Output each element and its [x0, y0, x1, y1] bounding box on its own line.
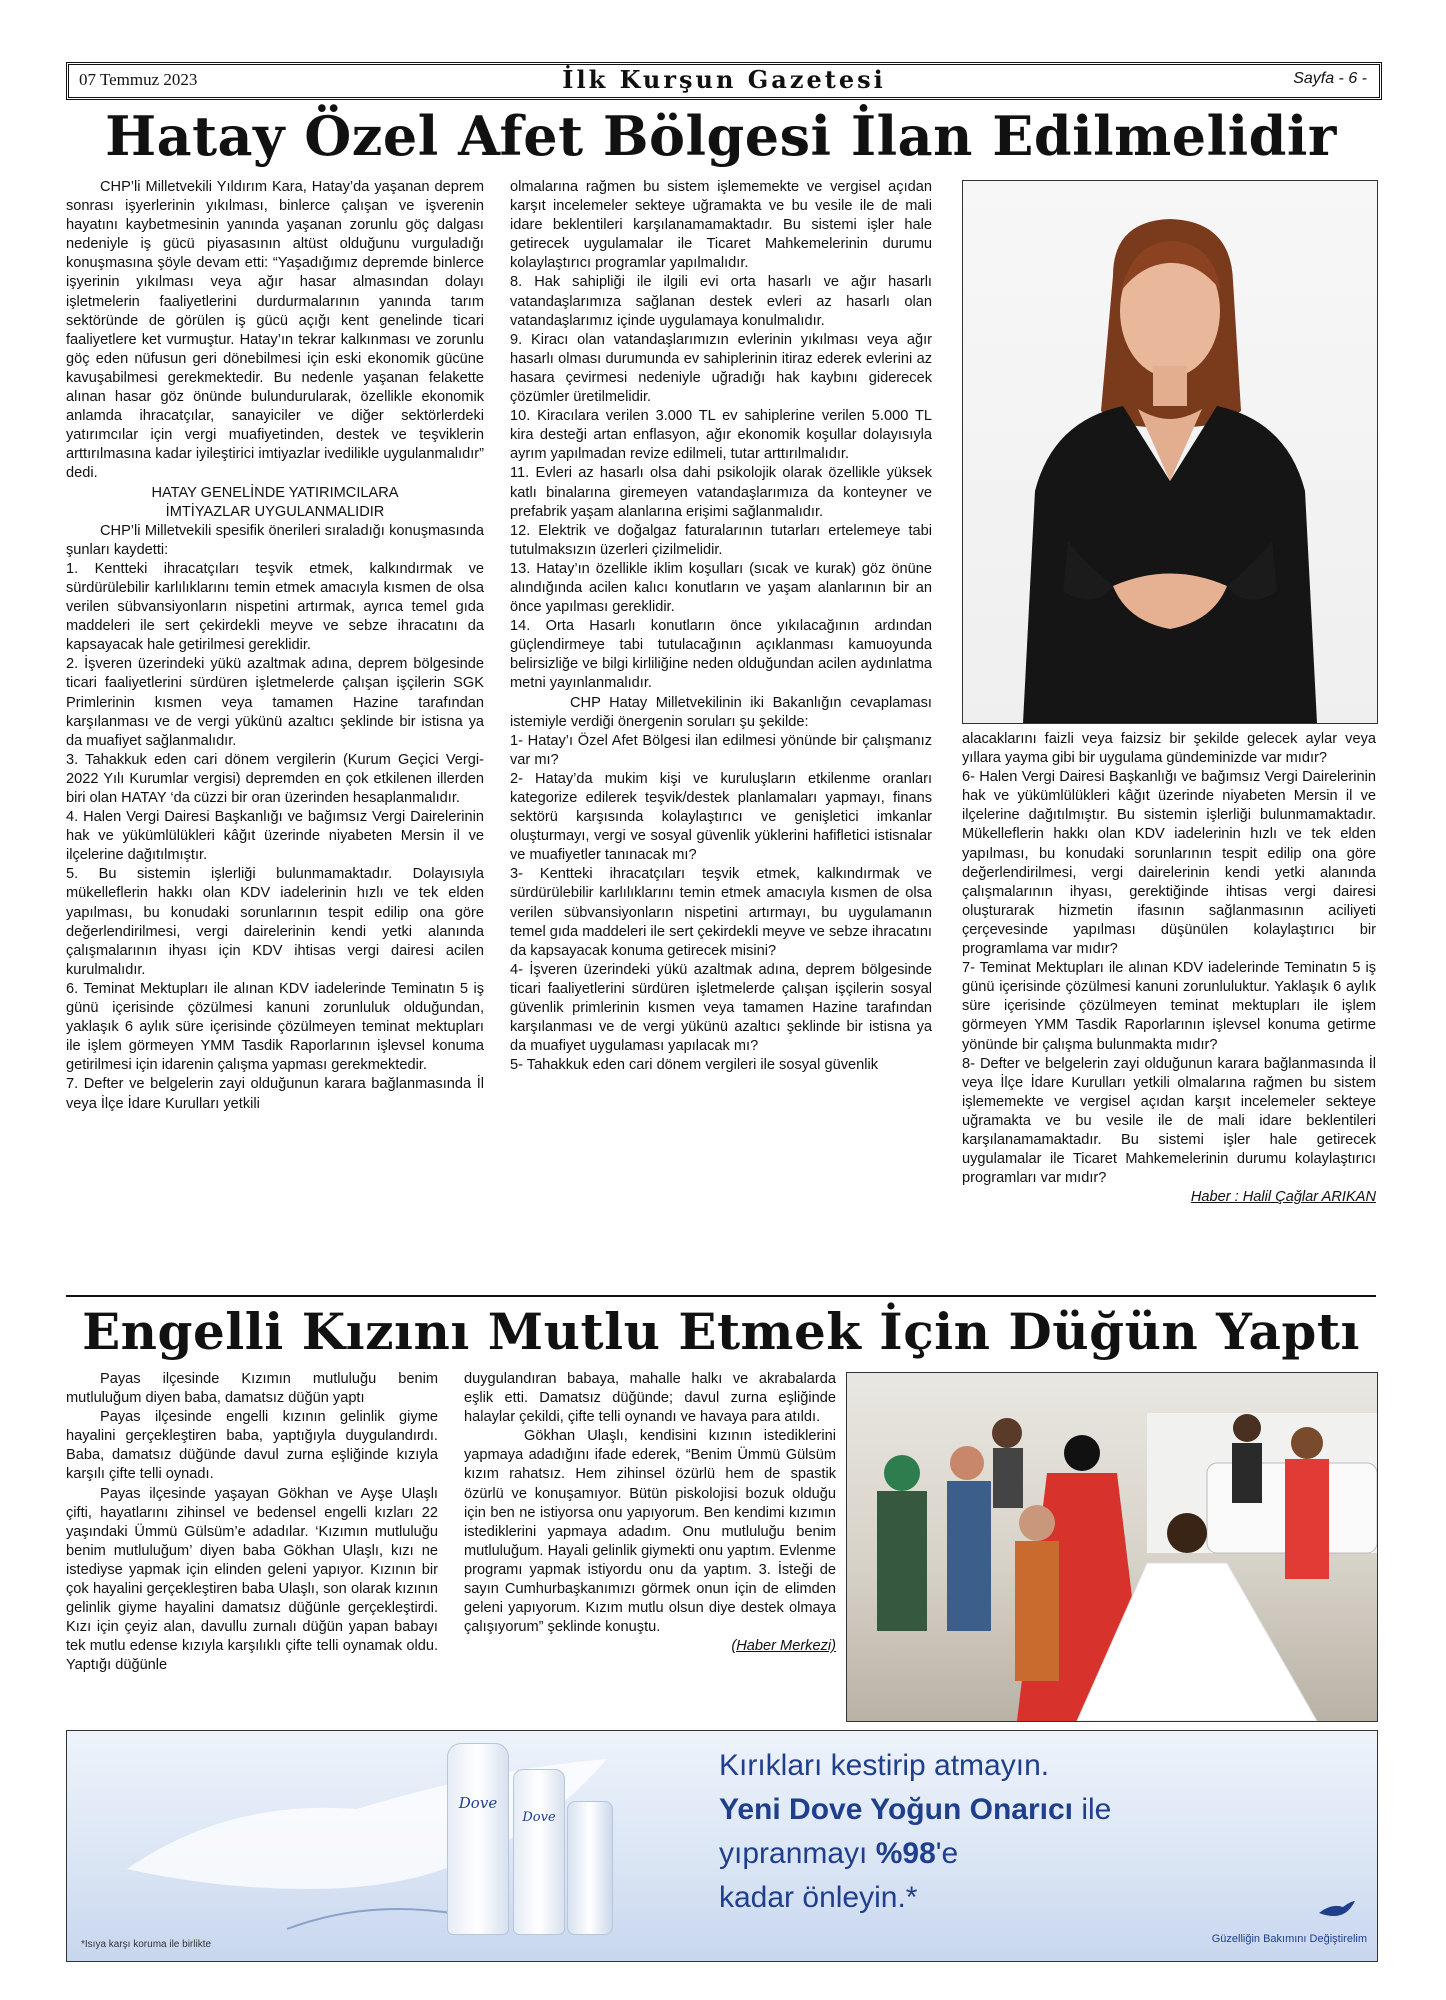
list-item: 14. Orta Hasarlı konutların önce yıkılacağının ardından güçlendirmeye tabi tutulacağının açıklanması kamuoyunda belirsizliğe ve bilgi kirliliğine neden olduğundan acilen aydınlatma metni yayınlanmalıdır.: [510, 618, 932, 692]
ad-footnote: *Isıya karşı koruma ile birlikte: [81, 1939, 212, 1950]
article2-byline: [464, 1637, 836, 1656]
paragraph: CHP’li Milletvekili spesifik önerileri sıraladığı konuşmasında şunları kaydetti:: [66, 522, 484, 558]
section-divider: [66, 1295, 1376, 1297]
question: 1- Hatay’ı Özel Afet Bölgesi ilan edilmesi yönünde bir çalışmanız var mı?: [510, 732, 932, 768]
dove-logo-icon: [1317, 1899, 1357, 1926]
question: 2- Hatay’da mukim kişi ve kuruluşların etkilenme oranları kategorize edilerek teşvik/destek planlamaları yapmayı, finans sektörü karşısında kolaylaştırıcı ve genişletici imkanlar oluşturmayı, vergi ve sosyal güvenlik yüklerini hafifletici istisnalar ve muafiyetler tanınacak mı?: [510, 770, 932, 864]
list-item: 11. Evleri az hasarlı olsa dahi psikolojik olarak özellikle yüksek katlı binalarına giremeyen vatandaşlarımıza da konteyner ve prefabrik yaşam alanlarına erişimi sağlanmalıdır.: [510, 465, 932, 520]
list-item: 8. Hak sahipliği ile ilgili evi orta hasarlı ve ağır hasarlı vatandaşlarımıza sağlanan destek evleri az hasarlı olan vatandaşlarımız içinde uygulamaya konulmalıdır.: [510, 274, 932, 329]
paragraph: olmalarına rağmen bu sistem işlememekte ve vergisel açıdan karşıt incelemeler sekteye uğramakta ve bu vesile ile de mali idare beklentileri karşılanamamaktadır. Bu sistemi işler hale getirecek uygulamalar ile Ticaret Mahkemelerinin durumu kolaylaştırıcı programlar yapılmalıdır.: [510, 179, 932, 272]
bottle-brand-label: Dove: [522, 1810, 556, 1825]
list-item: 2. İşveren üzerindeki yükü azaltmak adına, deprem bölgesinde ticari faaliyetlerini sürdüren işletmelerde çalışan işçilerin SGK Primlerinin kısmen veya tamamen Hazine tarafından karşılanması ve de vergi yükünü azaltıcı şeklinde bir istisna ya da muafiyet sağlanmalıdır.: [66, 656, 484, 749]
shampoo-bottle: [447, 1743, 509, 1935]
page-number: Sayfa - 6 -: [1293, 70, 1367, 87]
serum-bottle: [567, 1801, 613, 1935]
ad-claim-end: kadar önleyin.*: [719, 1881, 918, 1914]
list-item: 5. Bu sistemin işlerliği bulunmamaktadır. Dolayısıyla mükelleflerin hakkı olan KDV iadelerinin hızlı ve tek elden yapılması, bu konudaki sorunlarının tespit edilip ona göre değerlendirilmesi, vergi dairelerinin kendi yetki alanında çalışmalarının ihyası için KDV ihtisas vergi dairesi acilen kurulmalıdır.: [66, 866, 484, 978]
bottle-brand-label: Dove: [458, 1794, 498, 1812]
article1-column-2: [510, 178, 932, 1292]
subheading: HATAY GENELİNDE YATIRIMCILARA İMTİYAZLAR UYGULANMALIDIR: [151, 484, 399, 520]
list-item: 9. Kiracı olan vatandaşlarımızın evlerinin yıkılması veya ağır hasarlı olması durumunda ev sahiplerinin itiraz ederek evlerini az hasara çevirmesi nedeniyle uğradığı hak kaybını giderecek çözümler üretilmelidir.: [510, 331, 932, 406]
article1-headline: Hatay Özel Afet Bölgesi İlan Edilmelidir: [105, 104, 1337, 168]
wedding-scene-illustration: [847, 1373, 1377, 1721]
ad-headline: Kırıkları kestirip atmayın.: [719, 1749, 1050, 1782]
article1-column-3: [962, 730, 1376, 1290]
masthead: [66, 62, 1382, 100]
list-item: 10. Kiracılara verilen 3.000 TL ev sahiplerine verilen 5.000 TL kira desteği artan enflasyon, ağır ekonomik koşullar dolayısıyla ayrım yapılmadan revize edilmeli, tutar arttırılmalıdır.: [510, 408, 932, 463]
list-item: 4. Halen Vergi Dairesi Başkanlığı ve bağımsız Vergi Dairelerinin hak ve yükümlülükleri kâğıt üzerinde niyabeten Mersin il ve ilçelerine dağıtılmıştır.: [66, 809, 484, 864]
question: 8- Defter ve belgelerin zayi olduğunun karara bağlanmasında İl veya İlçe İdare Kurulları yetkili olmalarına rağmen bu sistem işlememekte ve vergisel açıdan karşıt incelemeler sekteye uğramakta ve bu vesile ile de mali idare beklentileri karşılanamamaktadır. Bu sistemi işler hale getirecek uygulamalar ile Ticaret Mahkemelerinin durumu kolaylaştırıcı programları var mıdır?: [962, 1055, 1376, 1187]
list-item: 6. Teminat Mektupları ile alınan KDV iadelerinde Teminatın 5 iş günü içerisinde çözülmesi kanuni zorunluluk olduğundan, yaklaşık 6 aylık süre içerisinde çözülmeyen teminat mektupları ile işlem görmeyen YMM Tasdik Raporlarının işlevsel konuma getirilmesi için idarenin çalışma yapması gerekmektedir.: [66, 980, 484, 1074]
portrait-illustration: [963, 181, 1377, 723]
question: alacaklarını faizli veya faizsiz bir şekilde gelecek aylar veya yıllara yayma gibi bir uygulama gündeminizde var mıdır?: [962, 731, 1376, 767]
paragraph: Payas ilçesinde Kızımın mutluluğu benim mutluluğum diyen baba, damatsız düğün yaptı: [66, 1371, 438, 1407]
paragraph: Payas ilçesinde engelli kızının gelinlik giyme hayalini gerçekleştiren baba, yaptığıyla duygulandırdı. Baba, damatsız düğünde davul zurna eşliğinde kızıyla karşılı çifte telli oynadı.: [66, 1409, 438, 1483]
paragraph: Payas ilçesinde yaşayan Gökhan ve Ayşe Ulaşlı çifti, hayatlarını zihinsel ve bedensel engelli kızları 22 yaşındaki Ümmü Gülsüm’e adadılar. ‘Kızımın mutluluğu benim mutluluğum’ diyen baba Gökhan Ulaşlı, kızı ne istediyse yapmak için elinden geleni yapıyor. Kızının bir çok hayalini gerçekleştiren baba Ulaşlı, son olarak kızının gelinlik giyme hayalini damatsız düğünle gerçekleştirdi. Kızı için çeyiz alan, davullu zurnalı düğün yapan babayı tek mutlu edense kızıyla karşılıklı çifte telli oynamak oldu. Yaptığı düğünle: [66, 1485, 438, 1674]
paragraph: CHP Hatay Milletvekilinin iki Bakanlığın cevaplaması istemiyle verdiği önergenin soruları şu şekilde:: [510, 694, 932, 730]
article2-headline: Engelli Kızını Mutlu Etmek İçin Düğün Yaptı: [82, 1302, 1360, 1361]
ad-product-line: [719, 1791, 1111, 1829]
ad-slogan: Güzelliğin Bakımını Değiştirelim: [1211, 1933, 1367, 1945]
question: 3- Kentteki ihracatçıları teşvik etmek, kalkındırmak ve sürdürülebilir karlılıklarını temin etmek amacıyla kısmen de olsa verilen sübvansiyonların nispetini artırmayı, bu uygulamanın temel gıda maddeleri ile sert çekirdekli meyve ve sebze ihracatını da kapsayacak konuma getirecek misini?: [510, 866, 932, 959]
article1-byline: [962, 1188, 1376, 1207]
question: 4- İşveren üzerindeki yükü azaltmak adına, deprem bölgesinde ticari faaliyetlerini sürdüren işletmelerde çalışan işçilerin sosyal güvenlik primlerinin kısmen veya tamamen Hazine tarafından karşılanması ve de vergi yükünü azaltıcı şeklinde bir istisna ya da muafiyet uygulaması yapılacak mı?: [510, 961, 932, 1055]
article2-column-2: [464, 1370, 836, 1722]
newspaper-name: İlk Kurşun Gazetesi: [562, 65, 886, 94]
byline-text: (Haber Merkezi): [731, 1638, 836, 1655]
ad-claim-percent: %98: [875, 1837, 936, 1870]
list-item: 3. Tahakkuk eden cari dönem vergilerin (Kurum Geçici Vergi-2022 Yılı Kurumlar vergisi) depremden en çok etkilenen illerden biri olan HATAY ‘da cüzzi bir oran üzerinden hesaplanmalıdır.: [66, 751, 484, 806]
list-item: 7. Defter ve belgelerin zayi olduğunun karara bağlanmasında İl veya İlçe İdare Kurulları yetkili: [66, 1076, 484, 1112]
advertisement-dove[interactable]: [66, 1730, 1378, 1962]
list-item: 12. Elektrik ve doğalgaz faturalarının tutarları ertelemeye tabi tutulmaksızın üzerleri çizilmelidir.: [510, 522, 932, 558]
question: 5- Tahakkuk eden cari dönem vergileri ile sosyal güvenlik: [510, 1057, 879, 1074]
paragraph: duygulandıran babaya, mahalle halkı ve akrabalarda eşlik etti. Damatsız düğünde; davul zurna eşliğinde halaylar çekildi, çifte telli oynandı ve havaya para atıldı.: [464, 1371, 836, 1426]
politician-photo: [962, 180, 1378, 724]
conditioner-bottle: [513, 1769, 565, 1935]
ad-product-name: Yeni Dove Yoğun Onarıcı: [719, 1793, 1073, 1826]
ad-product-suffix: ile: [1072, 1793, 1112, 1826]
ad-claim-prefix: yıpranmayı: [719, 1837, 876, 1870]
article1-column-1: [66, 178, 484, 1292]
issue-date: 07 Temmuz 2023: [79, 70, 198, 89]
article2-column-1: [66, 1370, 438, 1722]
question: 6- Halen Vergi Dairesi Başkanlığı ve bağımsız Vergi Dairelerinin hak ve yükümlülükleri kâğıt üzerinde niyabeten Mersin il ve ilçelerine dağıtılmıştır. Bu sistemin işlerliği bulunmamaktadır. Mükelleflerin hakkı olan KDV iadelerinin hızlı ve tek elden yapılması, bu konudaki sorunlarının tespit edilip ona göre değerlendirilmesi, vergi dairelerinin kendi yetki alanında çalışmalarının ihyası, gerektiğinde ihtisas vergi dairesi oluşturarak hizmetin ifasının sağlanmasının aciliyeti çerçevesinde yapılması düşünülen kolaylaştırıcı bir programlama var mıdır?: [962, 769, 1376, 958]
question: 7- Teminat Mektupları ile alınan KDV iadelerinde Teminatın 5 iş günü içerisinde çözülmesi kanuni zorunluluktur. Yaklaşık 6 aylık süre içerisinde çözülmeyen teminat mektupları ile işlem görmeyen YMM Tasdik Raporlarının işlevsel konuma getirme yönünde bir çalışma bulunmakta mıdır?: [962, 960, 1376, 1053]
list-item: 13. Hatay’ın özellikle iklim koşulları (sıcak ve kurak) göz önüne alındığında acilen kalıcı konutların ve yaşam alanlarının bir an önce yapılması gereklidir.: [510, 560, 932, 616]
paragraph: Gökhan Ulaşlı, kendisini kızının istediklerini yapmaya adadığını ifade ederek, “Benim Ümmü Gülsüm kızım rahatsız. Hem zihinsel özürlü hem de spastik özürlü ve konuşamıyor. Bütün piskolojisi bozuk olduğu için ben ne istiyorsa onu yapıyorum. Ben kendimi kızımın istediklerini yapmaya adadım. Onu mutluluğu benim mutluluğum. Hayali gelinlik giymekti onu yaptım. Evlenme programı yapmak istiyordu onu da yaptım. 3. İsteği de sayın Cumhurbaşkanımızı görmek onun için de elimden geleni yapıyorum. Kızım mutlu olsun diye destek olmaya çalışıyorum” şeklinde konuştu.: [464, 1428, 836, 1636]
paragraph: CHP’li Milletvekili Yıldırım Kara, Hatay’da yaşanan deprem sonrası işyerlerinin yıkılması, binlerce çalışan ve işverenin hayatını kaybetmesinin yanında yaşanan zorunlu göç dalgası nedeniyle iş gücü piyasasının altüst olduğunu vurguladığı konuşmasına şöyle devam etti: “Yaşadığımız depremde binlerce işyerinin yıkılması veya ağır hasar almasından dolayı işletmelerin faaliyetlerini durdurmalarının yanında tarım sektöründe de görülen iş gücü açığı kent genelinde ticari faaliyetlere ket vurmuştur. Hatay’ın tekrar kalkınması ve zorunlu göç eden nüfusun geri dönebilmesi için eski ekonomik gücüne kavuşabilmesi gerekmektedir. Bu nedenle yaşanan felakette alınan hasar göz önünde bulundurularak, özellikle ekonomik anlamda ihracatçılar, sanayiciler ve diğer sektörlerdeki yatırımcılar için vergi muafiyetinden, destek ve teşviklerin arttırılmasına kadar iyileştirici imtiyazlar ivedilikle uygulanmalıdır” dedi.: [66, 179, 484, 482]
byline-text: Haber : Halil Çağlar ARIKAN: [1190, 1189, 1376, 1206]
ad-claim-suffix: 'e: [935, 1837, 959, 1870]
list-item: 1. Kentteki ihracatçıları teşvik etmek, kalkındırmak ve sürdürülebilir karlılıklarını temin etmek amacıyla kısmen de olsa verilen sübvansiyonların nispetini artırmak, ayrıca temel gıda maddeleri ile sert çekirdekli meyve ve sebze ihracatını da kapsayacak hale getirilmesi gereklidir.: [66, 560, 484, 654]
ad-claim-line: [719, 1835, 958, 1873]
wedding-photo: [846, 1372, 1378, 1722]
